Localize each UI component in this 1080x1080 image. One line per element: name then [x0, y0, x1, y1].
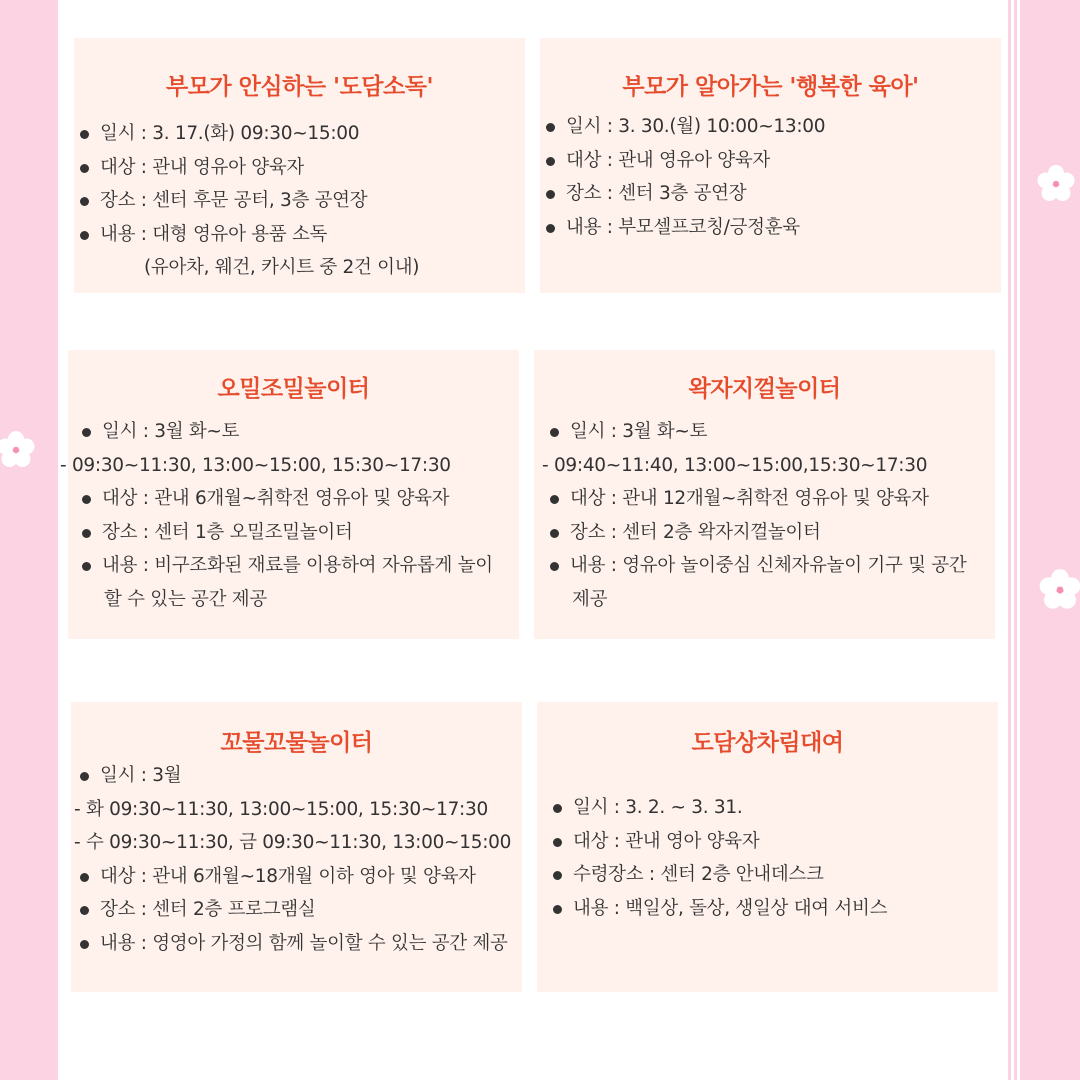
list-item: 내용 : 대형 영유아 용품 소독 — [74, 218, 525, 252]
bullet-icon — [80, 940, 89, 949]
bullet-icon — [80, 164, 89, 173]
card-title: 오밀조밀놀이터 — [217, 376, 370, 402]
list-item: 장소 : 센터 1층 오밀조밀놀이터 — [76, 516, 519, 550]
list-item: 대상 : 관내 영아 양육자 — [547, 825, 998, 859]
card-title: 부모가 안심하는 '도담소독' — [166, 74, 433, 100]
cherry-blossom-icon — [1036, 164, 1076, 204]
bullet-icon — [546, 190, 555, 199]
list-item: 내용 : 영영아 가정의 함께 놀이할 수 있는 공간 제공 — [74, 927, 522, 961]
bullet-icon — [80, 906, 89, 915]
list-item: 장소 : 센터 3층 공연장 — [540, 177, 1001, 211]
card-title: 도담상차림대여 — [691, 730, 844, 756]
list-item: 일시 : 3월 화~토 — [544, 415, 995, 449]
bullet-icon — [553, 905, 562, 914]
list-item: 대상 : 관내 6개월~취학전 영유아 및 양육자 — [76, 482, 519, 516]
bullet-icon — [80, 873, 89, 882]
cherry-blossom-icon — [0, 430, 36, 470]
card-title: 부모가 알아가는 '행복한 육아' — [622, 74, 919, 100]
list-item: 내용 : 부모셀프코칭/긍정훈육 — [540, 211, 1001, 245]
bullet-icon — [80, 197, 89, 206]
bullet-icon — [550, 562, 559, 571]
list-item: 장소 : 센터 2층 프로그램실 — [74, 893, 522, 927]
list-item-detail: - 화 09:30~11:30, 13:00~15:00, 15:30~17:30 — [74, 798, 488, 820]
list-item: 일시 : 3. 2. ~ 3. 31. — [547, 791, 998, 825]
list-item-detail: - 09:30~11:30, 13:00~15:00, 15:30~17:30 — [60, 454, 451, 476]
decor-stripe — [1011, 0, 1014, 1080]
event-card-kkomul-playground — [71, 702, 522, 992]
list-item-continuation: 제공 — [572, 588, 608, 610]
bullet-icon — [80, 231, 89, 240]
bullet-icon — [80, 772, 89, 781]
bullet-icon — [546, 157, 555, 166]
list-item: 대상 : 관내 영유아 양육자 — [74, 151, 525, 185]
event-card-disinfection — [74, 38, 525, 293]
list-item: 일시 : 3월 — [74, 759, 522, 793]
bullet-icon — [550, 495, 559, 504]
list-item-detail: - 수 09:30~11:30, 금 09:30~11:30, 13:00~15:00 — [74, 832, 512, 854]
bullet-icon — [550, 428, 559, 437]
bullet-icon — [553, 804, 562, 813]
list-item-detail: - 09:40~11:40, 13:00~15:00,15:30~17:30 — [542, 454, 928, 476]
list-item: 내용 : 비구조화된 재료를 이용하여 자유롭게 놀이 — [76, 549, 519, 583]
decor-stripe — [1017, 0, 1020, 1080]
list-item: 대상 : 관내 6개월~18개월 이하 영아 및 양육자 — [74, 860, 522, 894]
list-item-continuation: 할 수 있는 공간 제공 — [104, 588, 267, 610]
event-card-wakja-playground — [534, 350, 995, 639]
bullet-icon — [80, 130, 89, 139]
list-item: 일시 : 3. 17.(화) 09:30~15:00 — [74, 117, 525, 151]
bullet-icon — [546, 224, 555, 233]
bullet-icon — [553, 871, 562, 880]
list-item: 내용 : 백일상, 돌상, 생일상 대여 서비스 — [547, 892, 998, 926]
list-item: 일시 : 3월 화~토 — [76, 415, 519, 449]
event-card-omiljomil-playground — [60, 350, 519, 639]
card-title: 꼬물꼬물놀이터 — [220, 730, 373, 756]
card-title: 왁자지껄놀이터 — [688, 376, 841, 402]
list-item: 일시 : 3. 30.(월) 10:00~13:00 — [540, 110, 1001, 144]
list-item: 대상 : 관내 영유아 양육자 — [540, 144, 1001, 178]
list-item-continuation: (유아차, 웨건, 카시트 중 2건 이내) — [144, 257, 420, 279]
event-card-happy-parenting — [540, 38, 1001, 293]
bullet-icon — [82, 562, 91, 571]
list-item: 내용 : 영유아 놀이중심 신체자유놀이 기구 및 공간 — [544, 549, 995, 583]
list-item: 장소 : 센터 2층 왁자지껄놀이터 — [544, 516, 995, 550]
bullet-icon — [546, 123, 555, 132]
left-pink-strip — [0, 0, 58, 1080]
cherry-blossom-icon — [1038, 568, 1080, 612]
bullet-icon — [82, 495, 91, 504]
list-item: 장소 : 센터 후문 공터, 3층 공연장 — [74, 184, 525, 218]
bullet-icon — [550, 529, 559, 538]
list-item: 대상 : 관내 12개월~취학전 영유아 및 양육자 — [544, 482, 995, 516]
bullet-icon — [82, 529, 91, 538]
list-item: 수령장소 : 센터 2층 안내데스크 — [547, 858, 998, 892]
bullet-icon — [82, 428, 91, 437]
event-card-table-rental — [537, 702, 998, 992]
bullet-icon — [553, 838, 562, 847]
